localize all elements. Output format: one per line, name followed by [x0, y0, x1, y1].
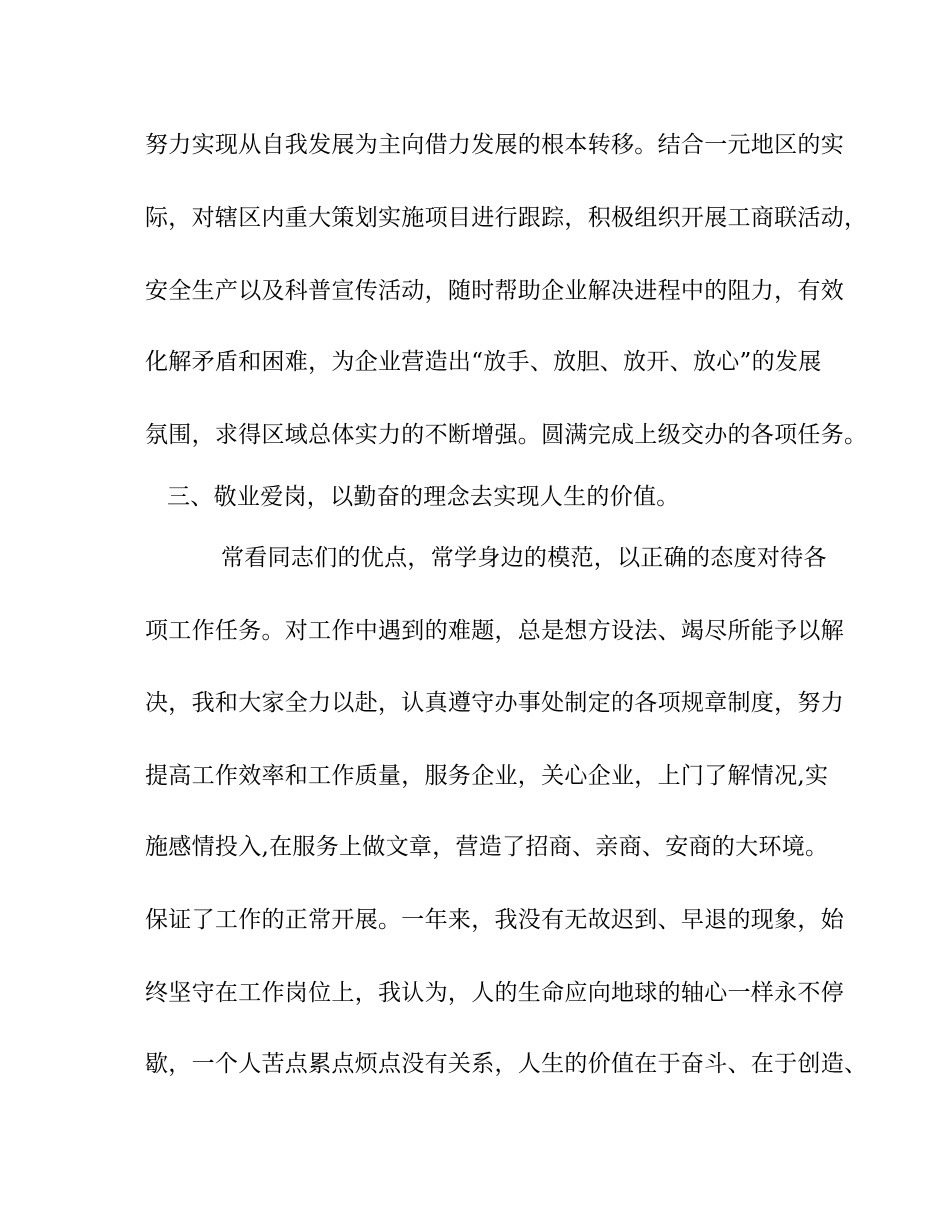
text-line: 决，我和大家全力以赴，认真遵守办事处制定的各项规章制度，努力 — [145, 690, 844, 716]
text-line: 氛围，求得区域总体实力的不断增强。圆满完成上级交办的各项任务。 — [145, 422, 868, 448]
text-line: 项工作任务。对工作中遇到的难题，总是想方设法、竭尽所能予以解 — [145, 618, 844, 644]
text-line: 际，对辖区内重大策划实施项目进行跟踪，积极组织开展工商联活动， — [145, 205, 868, 231]
section-heading: 三、敬业爱岗，以勤奋的理念去实现人生的价值。 — [167, 484, 680, 510]
paragraph-first-line: 常看同志们的优点，常学身边的模范，以正确的态度对待各 — [221, 545, 827, 571]
text-line: 保证了工作的正常开展。一年来，我没有无故迟到、早退的现象，始 — [145, 907, 844, 933]
text-line: 化解矛盾和困难，为企业营造出“放手、放胆、放开、放心”的发展 — [145, 349, 822, 375]
text-line: 提高工作效率和工作质量，服务企业，关心企业，上门了解情况,实 — [145, 763, 829, 789]
text-line: 努力实现从自我发展为主向借力发展的根本转移。结合一元地区的实 — [145, 132, 844, 158]
text-line: 终坚守在工作岗位上，我认为，人的生命应向地球的轴心一样永不停 — [145, 980, 844, 1006]
text-line: 歇，一个人苦点累点烦点没有关系，人生的价值在于奋斗、在于创造、 — [145, 1051, 868, 1077]
text-line: 施感情投入,在服务上做文章，营造了招商、亲商、安商的大环境。 — [145, 834, 829, 860]
text-line: 安全生产以及科普宣传活动，随时帮助企业解决进程中的阻力，有效 — [145, 278, 844, 304]
